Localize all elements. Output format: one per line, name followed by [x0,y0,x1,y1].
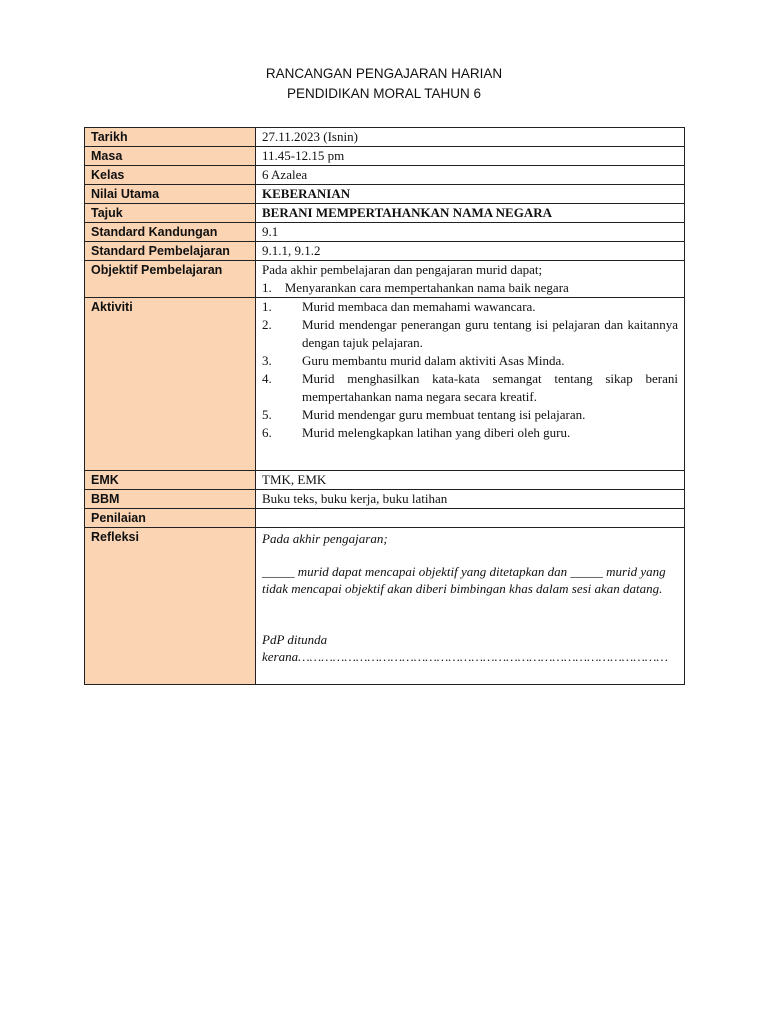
activity-text: Murid melengkapkan latihan yang diberi oleh guru. [302,425,571,440]
activity-number: 3. [262,353,272,368]
value-bbm: Buku teks, buku kerja, buku latihan [256,490,685,509]
document-title [0,64,768,104]
label-objektif: Objektif Pembelajaran [85,261,256,298]
activity-number: 2. [262,317,272,332]
label-aktiviti: Aktiviti [85,298,256,471]
row-penilaian [85,509,685,528]
activity-number: 5. [262,407,272,422]
objektif-item: 1. Menyarankan cara mempertahankan nama baik negara [262,280,569,295]
label-refleksi: Refleksi [85,528,256,685]
row-masa [85,147,685,166]
value-objektif [256,261,685,298]
value-nilai-utama: KEBERANIAN [256,185,685,204]
refleksi-line-3: PdP ditunda [262,632,328,647]
row-standard-kandungan [85,223,685,242]
activity-item [262,298,678,316]
activity-text: Murid mendengar penerangan guru tentang isi pelajaran dan kaitannya dengan tajuk pelajaran. [302,317,678,350]
row-tarikh [85,128,685,147]
label-tarikh: Tarikh [85,128,256,147]
label-masa: Masa [85,147,256,166]
row-aktiviti [85,298,685,471]
value-refleksi [256,528,685,685]
activity-text: Murid menghasilkan kata-kata semangat tentang sikap berani mempertahankan nama negara secara kreatif. [302,371,678,404]
refleksi-line-4: kerana…………………………………………………………………………………… [262,649,668,664]
row-standard-pembelajaran [85,242,685,261]
row-kelas [85,166,685,185]
row-objektif [85,261,685,298]
value-tarikh: 27.11.2023 (Isnin) [256,128,685,147]
value-masa: 11.45-12.15 pm [256,147,685,166]
activity-item [262,424,678,442]
activity-text: Murid membaca dan memahami wawancara. [302,299,536,314]
activity-number: 6. [262,425,272,440]
activity-number: 4. [262,371,272,386]
row-bbm [85,490,685,509]
activity-text: Murid mendengar guru membuat tentang isi pelajaran. [302,407,586,422]
activity-list [262,298,678,442]
label-kelas: Kelas [85,166,256,185]
activity-number: 1. [262,299,272,314]
activity-item [262,316,678,352]
activity-item [262,406,678,424]
refleksi-line-1: Pada akhir pengajaran; [262,531,388,546]
value-kelas: 6 Azalea [256,166,685,185]
value-standard-kandungan: 9.1 [256,223,685,242]
label-standard-pembelajaran: Standard Pembelajaran [85,242,256,261]
row-refleksi [85,528,685,685]
label-emk: EMK [85,471,256,490]
row-emk [85,471,685,490]
label-penilaian: Penilaian [85,509,256,528]
label-bbm: BBM [85,490,256,509]
title-line-2: PENDIDIKAN MORAL TAHUN 6 [286,86,482,101]
activity-item [262,352,678,370]
value-emk: TMK, EMK [256,471,685,490]
label-tajuk: Tajuk [85,204,256,223]
value-aktiviti [256,298,685,471]
value-tajuk: BERANI MEMPERTAHANKAN NAMA NEGARA [256,204,685,223]
refleksi-line-2: _____ murid dapat mencapai objektif yang ditetapkan dan _____ murid yang tidak mencapai objektif akan diberi bimbingan khas dalam sesi akan datang. [262,564,666,596]
value-standard-pembelajaran: 9.1.1, 9.1.2 [256,242,685,261]
activity-text: Guru membantu murid dalam aktiviti Asas Minda. [302,353,565,368]
title-line-1: RANCANGAN PENGAJARAN HARIAN [265,66,503,81]
label-standard-kandungan: Standard Kandungan [85,223,256,242]
value-penilaian [256,509,685,528]
lesson-plan-table [84,127,685,685]
label-nilai-utama: Nilai Utama [85,185,256,204]
row-tajuk [85,204,685,223]
activity-item [262,370,678,406]
objektif-intro: Pada akhir pembelajaran dan pengajaran murid dapat; [262,262,543,277]
row-nilai-utama [85,185,685,204]
